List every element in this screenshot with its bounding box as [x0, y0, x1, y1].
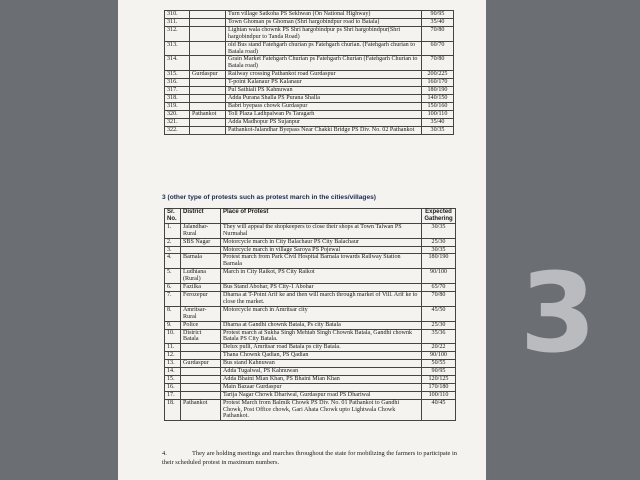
cell-sr-no: 13.	[165, 360, 181, 368]
cell-sr-no: 18.	[165, 399, 181, 421]
header-sr-no: Sr. No.	[165, 209, 181, 224]
cell-district	[190, 87, 226, 95]
cell-district	[181, 368, 221, 376]
cell-gathering: 150/160	[422, 102, 454, 110]
cell-district: Jalandhar-Rural	[181, 223, 221, 238]
cell-place: Motorcycle march in Amritsar city	[221, 306, 422, 321]
protest-march-table	[164, 208, 456, 421]
cell-sr-no: 315.	[165, 71, 190, 79]
cell-gathering: 50/55	[422, 360, 456, 368]
cell-district	[181, 344, 221, 352]
table-row	[165, 321, 456, 329]
cell-gathering: 180/190	[422, 254, 456, 269]
table-row	[165, 284, 456, 292]
cell-place: Turn village Satkoha PS Sekhwan (On National Highway)	[226, 11, 422, 19]
cell-sr-no: 311.	[165, 18, 190, 26]
cell-place: Bus Stand Abohar, PS City-1 Abohar	[221, 284, 422, 292]
cell-place: Protest march from Park Civil Hospital Barnala towards Railway Station Barnala	[221, 254, 422, 269]
cell-place: Bus stand Kahnuwan	[221, 360, 422, 368]
cell-gathering: 70/80	[422, 56, 454, 71]
cell-gathering: 120/125	[422, 375, 456, 383]
cell-place: Adda Purana Shalla PS Purana Shalla	[226, 94, 422, 102]
cell-place: Grain Market Fatehgarh Churian ps Fatehgarh Churian (Fatehgarh Churian to Batala road)	[226, 56, 422, 71]
cell-sr-no: 12.	[165, 352, 181, 360]
table-row	[165, 291, 456, 306]
cell-gathering: 70/80	[422, 291, 456, 306]
cell-sr-no: 316.	[165, 79, 190, 87]
cell-place: Protest march at Sukha Singh Mehtab Singh Chownk Batala, Gandhi chownk Batala PS City Batala.	[221, 329, 422, 344]
cell-place: Delux pulli, Amritsar road Batala ps city Batala.	[221, 344, 422, 352]
cell-sr-no: 6.	[165, 284, 181, 292]
cell-place: Tarija Nagar Chowk Dhariwal, Gurdaspur road PS Dhariwal	[221, 391, 422, 399]
cell-sr-no: 322.	[165, 126, 190, 134]
table-row	[165, 329, 456, 344]
cell-district: Pathankot	[181, 399, 221, 421]
cell-sr-no: 312.	[165, 26, 190, 41]
cell-place: Dharna at Gandhi chownk Batala, Ps city Batala	[221, 321, 422, 329]
cell-place: Motorcycle march in City Balachaur PS City Balachaur	[221, 238, 422, 246]
cell-place: Adda Bhaini Mian Khan, PS Bhaini Mian Khan	[221, 375, 422, 383]
cell-place: Main Bazaar Gurdaspur	[221, 383, 422, 391]
cell-district: Gurdaspur	[181, 360, 221, 368]
cell-gathering: 90/95	[422, 11, 454, 19]
cell-sr-no: 317.	[165, 87, 190, 95]
cell-sr-no: 17.	[165, 391, 181, 399]
cell-gathering: 35/40	[422, 118, 454, 126]
cell-district: Pathankot	[190, 110, 226, 118]
cell-district	[181, 246, 221, 254]
cell-district	[181, 352, 221, 360]
cell-district	[190, 94, 226, 102]
table-row	[165, 223, 456, 238]
table-row	[165, 246, 456, 254]
cell-sr-no: 8.	[165, 306, 181, 321]
cell-sr-no: 10.	[165, 329, 181, 344]
cell-district: Amritsar-Rural	[181, 306, 221, 321]
section-3-heading: 3 (other type of protests such as protest march in the cities/villages)	[162, 194, 376, 201]
cell-place: March in City Raikot, PS City Raikot	[221, 269, 422, 284]
cell-place: Toll Plaza Ladhpalwan Ps Taragarh	[226, 110, 422, 118]
table-row	[165, 383, 456, 391]
cell-place: Pul Sathiali PS Kahnuwan	[226, 87, 422, 95]
table-row	[165, 352, 456, 360]
cell-sr-no: 14.	[165, 368, 181, 376]
table-row	[165, 375, 456, 383]
cell-district: Gurdaspur	[190, 71, 226, 79]
cell-district: Police	[181, 321, 221, 329]
cell-place: Railway crossing Pathankot road Gurdaspur	[226, 71, 422, 79]
cell-place: Dharna at T-Point Arif ke and then will march through market of Vill. Arif ke to close the market.	[221, 291, 422, 306]
cell-gathering: 20/22	[422, 344, 456, 352]
cell-place: Motorcycle march in village Saroya PS Pojewal	[221, 246, 422, 254]
cell-place: Babri byepass chowk Gurdaspur	[226, 102, 422, 110]
table-row	[165, 11, 454, 19]
cell-district	[190, 79, 226, 87]
cell-gathering: 70/80	[422, 26, 454, 41]
cell-gathering: 100/110	[422, 110, 454, 118]
table-row	[165, 269, 456, 284]
table-row	[165, 254, 456, 269]
background-logo-icon: 3	[519, 249, 597, 377]
cell-gathering: 40/45	[422, 399, 456, 421]
table-row	[165, 306, 456, 321]
table-row	[165, 18, 454, 26]
cell-gathering: 35/40	[422, 18, 454, 26]
cell-gathering: 25/30	[422, 321, 456, 329]
table-row	[165, 102, 454, 110]
table-row	[165, 26, 454, 41]
cell-district: District Batala	[181, 329, 221, 344]
cell-gathering: 30/35	[422, 223, 456, 238]
cell-place: Thana Chownk Qadian, PS Qadian	[221, 352, 422, 360]
cell-place: old Bus stand Fatehgarh churian ps Fatehgarh churian. (Fatehgarh churian to Batala road)	[226, 41, 422, 56]
cell-sr-no: 16.	[165, 383, 181, 391]
cell-district	[190, 102, 226, 110]
cell-district	[190, 18, 226, 26]
table-row	[165, 94, 454, 102]
cell-sr-no: 11.	[165, 344, 181, 352]
cell-sr-no: 1.	[165, 223, 181, 238]
table-row	[165, 344, 456, 352]
cell-district: Ludhiana (Rural)	[181, 269, 221, 284]
cell-sr-no: 7.	[165, 291, 181, 306]
cell-district	[181, 375, 221, 383]
cell-district: SBS Nagar	[181, 238, 221, 246]
table-row	[165, 126, 454, 134]
cell-place: Lightan wala chownk PS Shri hargobindpur ps Shri hargobindpur(Shri hargobindpur to Tanda Road)	[226, 26, 422, 41]
table-row	[165, 71, 454, 79]
cell-sr-no: 314.	[165, 56, 190, 71]
table-row	[165, 238, 456, 246]
paragraph-text: They are holding meetings and marches throughout the state for mobilizing the farmers to participate in their scheduled protest in maximum numbers.	[162, 450, 457, 466]
cell-sr-no: 319.	[165, 102, 190, 110]
cell-district: Barnala	[181, 254, 221, 269]
cell-district	[190, 126, 226, 134]
cell-gathering: 35/36	[422, 329, 456, 344]
cell-place: T-point Kalanaur PS Kalanaur	[226, 79, 422, 87]
cell-gathering: 30/35	[422, 246, 456, 254]
protest-sites-table	[164, 10, 454, 135]
table-row	[165, 399, 456, 421]
cell-place: Pathankot-Jalandhar Byepass Near Chakki Bridge PS Div. No. 02 Pathankot	[226, 126, 422, 134]
cell-sr-no: 313.	[165, 41, 190, 56]
cell-gathering: 90/100	[422, 352, 456, 360]
cell-district	[181, 383, 221, 391]
cell-gathering: 200/225	[422, 71, 454, 79]
cell-gathering: 60/70	[422, 41, 454, 56]
cell-place: Town Ghoman ps Ghoman (Shri hargobindpur road to Batala)	[226, 18, 422, 26]
cell-gathering: 65/70	[422, 284, 456, 292]
header-place: Place of Protest	[221, 209, 422, 224]
table-row	[165, 118, 454, 126]
table-row	[165, 391, 456, 399]
cell-district	[190, 11, 226, 19]
cell-sr-no: 9.	[165, 321, 181, 329]
cell-sr-no: 3.	[165, 246, 181, 254]
cell-district	[190, 118, 226, 126]
cell-district	[190, 41, 226, 56]
cell-sr-no: 321.	[165, 118, 190, 126]
table-row	[165, 110, 454, 118]
cell-district	[190, 56, 226, 71]
table-header-row	[165, 209, 456, 224]
header-district: District	[181, 209, 221, 224]
cell-gathering: 140/150	[422, 94, 454, 102]
paragraph-4	[162, 449, 458, 467]
table-row	[165, 79, 454, 87]
document-page	[118, 0, 486, 480]
cell-gathering: 100/110	[422, 391, 456, 399]
cell-sr-no: 320.	[165, 110, 190, 118]
table-row	[165, 360, 456, 368]
cell-gathering: 170/180	[422, 383, 456, 391]
cell-gathering: 90/95	[422, 368, 456, 376]
cell-place: They will appeal the shopkeepers to close their shops at Town Talwan PS Nurmahal	[221, 223, 422, 238]
cell-place: Adda Tugalwal, PS Kahnuwan	[221, 368, 422, 376]
cell-gathering: 45/50	[422, 306, 456, 321]
table-row	[165, 368, 456, 376]
cell-gathering: 25/30	[422, 238, 456, 246]
cell-district	[190, 26, 226, 41]
cell-gathering: 30/35	[422, 126, 454, 134]
cell-gathering: 90/100	[422, 269, 456, 284]
cell-district: Ferozepur	[181, 291, 221, 306]
table-row	[165, 56, 454, 71]
cell-district: Fazilka	[181, 284, 221, 292]
cell-place: Protest March from Balmik Chowk PS Div. No. 01 Pathankot to Gandhi Chowk, Post Office chowk, Gari Ahata Chowk upto Lightwala Chowk Pathankot.	[221, 399, 422, 421]
table-row	[165, 41, 454, 56]
table-row	[165, 87, 454, 95]
cell-place: Adda Madhopur PS Sujanpur	[226, 118, 422, 126]
cell-sr-no: 318.	[165, 94, 190, 102]
cell-sr-no: 310.	[165, 11, 190, 19]
header-expected-gathering: Expected Gathering	[422, 209, 456, 224]
cell-district	[181, 391, 221, 399]
cell-sr-no: 4.	[165, 254, 181, 269]
cell-sr-no: 5.	[165, 269, 181, 284]
cell-gathering: 180/190	[422, 87, 454, 95]
cell-sr-no: 2.	[165, 238, 181, 246]
cell-gathering: 160/170	[422, 79, 454, 87]
cell-sr-no: 15.	[165, 375, 181, 383]
paragraph-number: 4.	[162, 450, 167, 457]
